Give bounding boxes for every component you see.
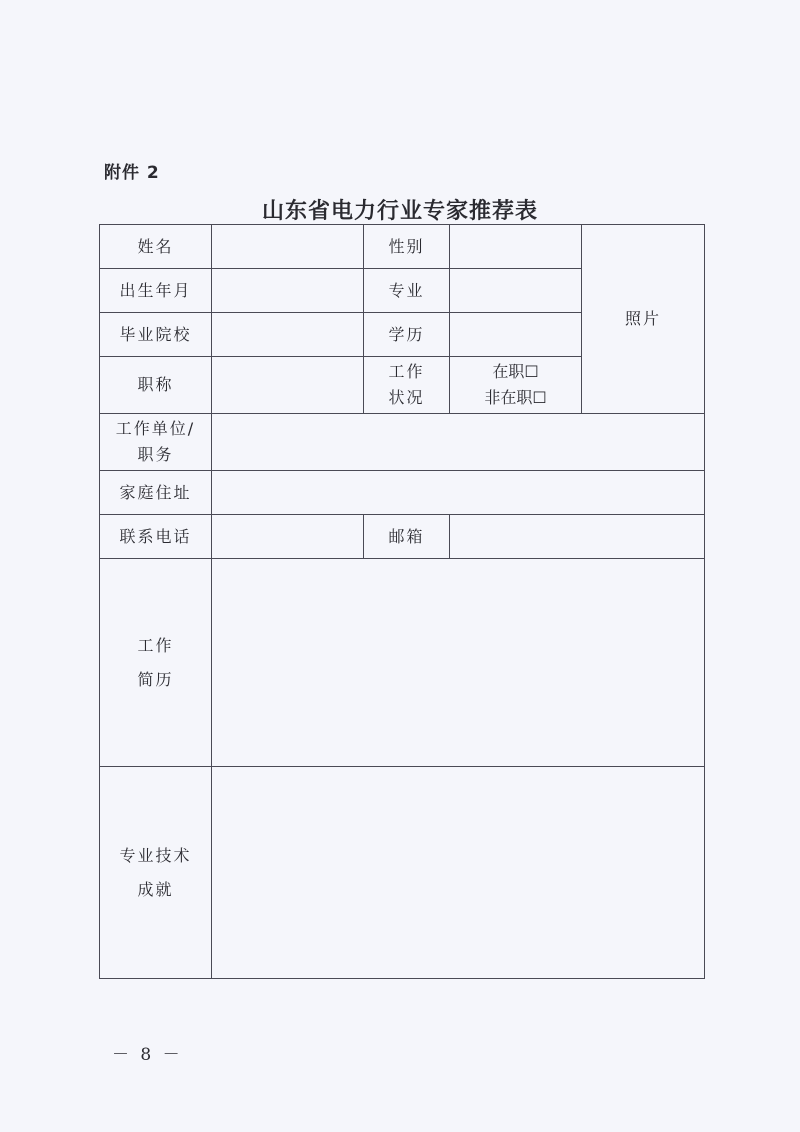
school-label: 毕业院校 [100, 313, 212, 357]
employer-label [100, 414, 212, 471]
birth-field[interactable] [212, 269, 364, 313]
employed-checkbox[interactable]: 在职☐ [492, 362, 539, 381]
major-label: 专业 [364, 269, 450, 313]
birth-label: 出生年月 [100, 269, 212, 313]
achievement-label-line2: 成就 [137, 879, 174, 899]
education-label: 学历 [364, 313, 450, 357]
email-label: 邮箱 [364, 515, 450, 559]
photo-box[interactable] [582, 225, 705, 414]
gender-label: 性别 [364, 225, 450, 269]
resume-label [100, 559, 212, 767]
title-field[interactable] [212, 357, 364, 414]
resume-label-line1: 工作 [137, 635, 174, 655]
address-label: 家庭住址 [100, 471, 212, 515]
employer-label-line1: 工作单位/ [115, 419, 196, 438]
work-status-label [364, 357, 450, 414]
achievement-label [100, 767, 212, 979]
employer-label-line2: 职务 [137, 445, 174, 464]
work-status-label-line1: 工作 [388, 362, 425, 381]
address-field[interactable] [212, 471, 705, 515]
achievement-field[interactable] [212, 767, 705, 979]
recommendation-form [99, 224, 705, 979]
phone-label: 联系电话 [100, 515, 212, 559]
attachment-label: 附件 2 [104, 163, 160, 183]
resume-field[interactable] [212, 559, 705, 767]
gender-field[interactable] [450, 225, 582, 269]
page-title: 山东省电力行业专家推荐表 [261, 198, 538, 224]
name-label: 姓名 [100, 225, 212, 269]
education-field[interactable] [450, 313, 582, 357]
work-status-options [450, 357, 582, 414]
page-number: － 8 － [112, 1045, 183, 1065]
name-field[interactable] [212, 225, 364, 269]
not-employed-checkbox[interactable]: 非在职☐ [484, 388, 547, 407]
resume-label-line2: 简历 [137, 669, 174, 689]
achievement-label-line1: 专业技术 [119, 845, 192, 865]
employer-field[interactable] [212, 414, 705, 471]
major-field[interactable] [450, 269, 582, 313]
phone-field[interactable] [212, 515, 364, 559]
photo-label: 照片 [624, 309, 661, 328]
email-field[interactable] [450, 515, 705, 559]
title-label: 职称 [100, 357, 212, 414]
school-field[interactable] [212, 313, 364, 357]
work-status-label-line2: 状况 [388, 388, 425, 407]
